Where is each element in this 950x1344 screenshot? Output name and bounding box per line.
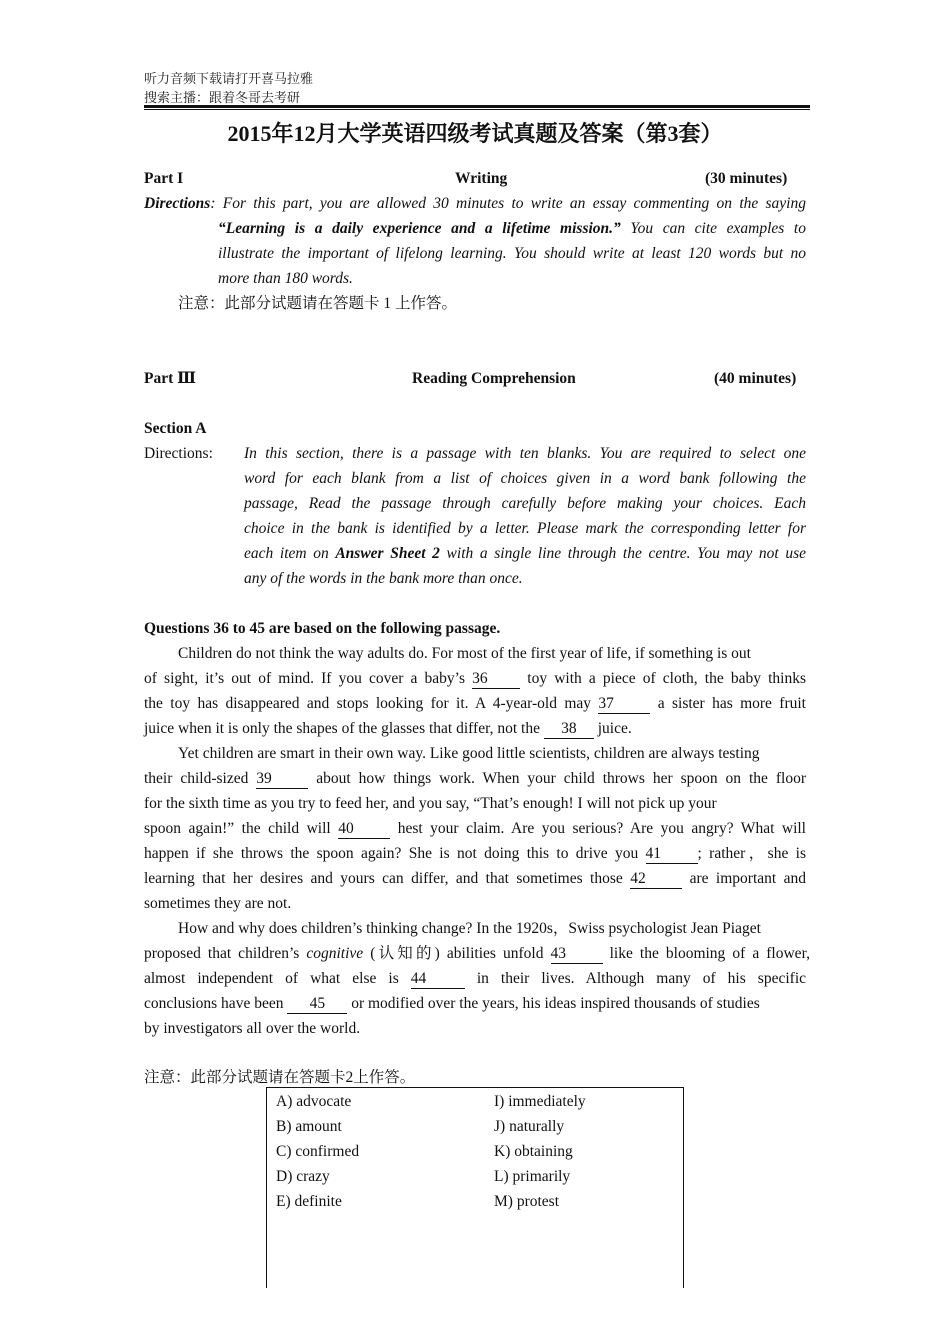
page-title: 2015年12月大学英语四级考试真题及答案（第3套） [227, 121, 723, 146]
word-bank-item: D) crazy [276, 1168, 330, 1185]
part3-name: Reading Comprehension [412, 370, 576, 387]
blank-45: 45 [287, 995, 347, 1014]
part1-directions-line-4: more than 180 words. [218, 270, 353, 287]
blank-40: 40 [338, 820, 390, 839]
passage-line: learning that her desires and yours can differ, and that sometimes those 42 are important and [144, 870, 806, 887]
word-bank-item: E) definite [276, 1193, 342, 1210]
part3-directions-line-5: each item on Answer Sheet 2 with a single line through the centre. You may not use [244, 545, 807, 562]
cognitive-word: cognitive [306, 945, 364, 962]
blank-44: 44 [411, 970, 465, 989]
passage-line: juice when it is only the shapes of the glasses that differ, not the 38 juice. [144, 720, 632, 737]
part1-name: Writing [455, 170, 508, 187]
part1-directions-line-3: illustrate the important of lifelong learning. You should write at least 120 words but no [218, 245, 806, 262]
part3-directions-label: Directions: [144, 445, 213, 462]
part1-label: Part I [144, 170, 184, 187]
blank-37: 37 [598, 695, 650, 714]
answer-sheet-ref: Answer Sheet 2 [335, 545, 440, 562]
part3-directions-line-6: any of the words in the bank more than once. [244, 570, 523, 587]
passage-heading: Questions 36 to 45 are based on the following passage. [144, 620, 501, 637]
word-bank-item: I) immediately [494, 1093, 586, 1110]
part1-directions-line-1: Directions: For this part, you are allowed 30 minutes to write an essay commenting on the saying [144, 195, 806, 212]
passage-line: proposed that children’s cognitive (认知的) abilities unfold 43 like the blooming of a flower, [144, 945, 810, 962]
header-line-1: 听力音频下载请打开喜马拉雅 [144, 71, 314, 86]
word-bank [266, 1087, 684, 1288]
header-rule-thin [144, 109, 810, 110]
header-rule [144, 105, 810, 108]
passage-line: conclusions have been 45 or modified over the years, his ideas inspired thousands of studies [144, 995, 760, 1012]
part3-directions-line-3: passage, Read the passage through carefully before making your choices. Each [244, 495, 806, 512]
passage-line: the toy has disappeared and stops looking for it. A 4-year-old may 37 a sister has more fruit [144, 695, 806, 712]
word-bank-item: J) naturally [494, 1118, 565, 1135]
blank-38: 38 [544, 720, 594, 739]
blank-36: 36 [472, 670, 520, 689]
passage-line: sometimes they are not. [144, 895, 292, 912]
section-a-heading: Section A [144, 420, 207, 437]
word-bank-item: C) confirmed [276, 1143, 360, 1160]
directions-label: Directions [144, 195, 211, 212]
part1-time: (30 minutes) [705, 170, 788, 187]
part1-directions-line-2: “Learning is a daily experience and a lifetime mission.” You can cite examples to [218, 220, 806, 237]
part3-note: 注意：此部分试题请在答题卡2上作答。 [144, 1069, 416, 1086]
passage-line: happen if she throws the spoon again? She is not doing this to drive you 41 ; rather，she is [144, 845, 806, 862]
passage-line: Yet children are smart in their own way. Like good little scientists, children are always testing [178, 745, 760, 762]
passage-line: their child-sized 39 about how things work. When your child throws her spoon on the floor [144, 770, 806, 787]
passage-line: spoon again!” the child will 40 hest your claim. Are you serious? Are you angry? What will [144, 820, 806, 837]
part1-note: 注意：此部分试题请在答题卡 1 上作答。 [178, 295, 458, 312]
passage-line: almost independent of what else is 44 in their lives. Although many of his specific [144, 970, 807, 987]
passage-line: How and why does children’s thinking change? In the 1920s，Swiss psychologist Jean Piaget [178, 920, 761, 937]
blank-39: 39 [256, 770, 308, 789]
part3-time: (40 minutes) [714, 370, 797, 387]
part3-directions-line-4: choice in the bank is identified by a letter. Please mark the corresponding letter for [244, 520, 806, 537]
passage-line: for the sixth time as you try to feed her, and you say, “That’s enough! I will not pick up your [144, 795, 717, 812]
part3-label: Part Ⅲ [144, 370, 197, 387]
word-bank-item: L) primarily [494, 1168, 571, 1185]
word-bank-item: B) amount [276, 1118, 342, 1135]
blank-41: 41 [646, 845, 698, 864]
part3-directions-line-2: word for each blank from a list of choices given in a word bank following the [244, 470, 806, 487]
word-bank-item: K) obtaining [494, 1143, 573, 1160]
word-bank-item: M) protest [494, 1193, 560, 1210]
blank-43: 43 [551, 945, 603, 964]
blank-42: 42 [630, 870, 682, 889]
header-line-2: 搜索主播：跟着冬哥去考研 [144, 90, 301, 105]
passage-line: by investigators all over the world. [144, 1020, 361, 1037]
word-bank-item: A) advocate [276, 1093, 352, 1110]
saying: “Learning is a daily experience and a lifetime mission.” [218, 220, 621, 237]
passage-line: of sight, it’s out of mind. If you cover a baby’s 36 toy with a piece of cloth, the baby thinks [144, 670, 806, 687]
passage-line: Children do not think the way adults do. For most of the first year of life, if something is out [178, 645, 751, 662]
part3-directions-line-1: In this section, there is a passage with ten blanks. You are required to select one [244, 445, 806, 462]
